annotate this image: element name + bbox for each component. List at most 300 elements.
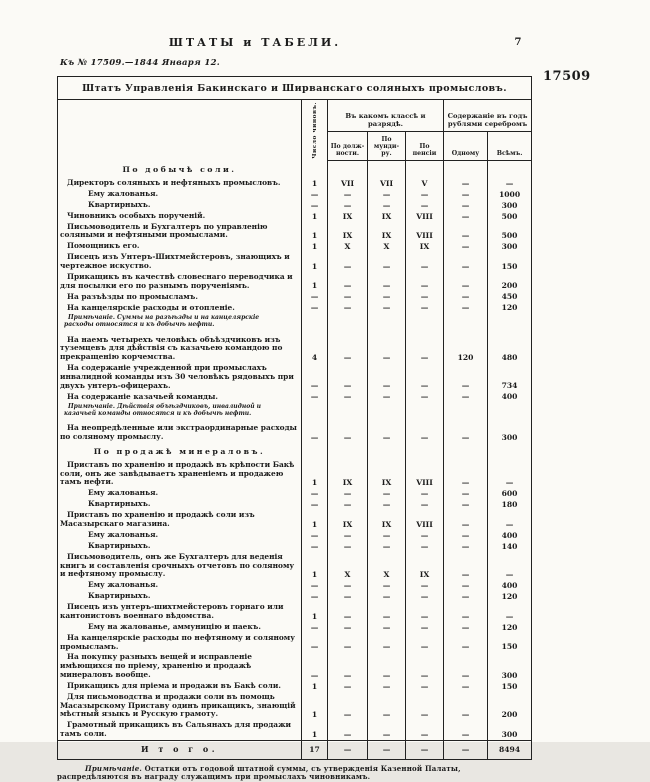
table-row-sub (58, 200, 532, 211)
table-row-item (58, 178, 532, 189)
header-by-uniform: По мунди- ру. (368, 132, 406, 161)
count-cell: 1 (302, 510, 328, 530)
total-row (58, 740, 532, 759)
salary-all-cell: 300 (488, 200, 532, 211)
salary-all-cell: 180 (488, 499, 532, 510)
class-uniform-cell: — (368, 419, 406, 443)
row-label: На разъѣзды по промысламъ. (67, 291, 198, 301)
class-pension-cell: — (406, 391, 444, 402)
table-row-sub (58, 591, 532, 602)
salary-all-cell: 120 (488, 591, 532, 602)
class-position-cell: — (328, 692, 368, 720)
salary-all-cell: 150 (488, 681, 532, 692)
class-position-cell: — (328, 580, 368, 591)
table-row-item (58, 222, 532, 242)
table-body (58, 161, 532, 741)
class-position-cell: — (328, 391, 368, 402)
header-group-row (58, 100, 532, 132)
count-cell: — (302, 652, 328, 680)
class-position-cell: — (328, 488, 368, 499)
class-position-cell: — (328, 622, 368, 633)
salary-all-cell (488, 313, 532, 330)
salary-one-cell: — (444, 460, 488, 488)
class-position-cell: — (328, 302, 368, 313)
header-count-label: Число чиновъ. (311, 102, 318, 159)
table-row-section (58, 443, 532, 460)
salary-one-cell: — (444, 692, 488, 720)
count-cell: — (302, 419, 328, 443)
header-class-group: Въ какомъ классѣ и разрядѣ. (328, 100, 444, 132)
salary-one-cell: — (444, 211, 488, 222)
count-cell: — (302, 541, 328, 552)
salary-all-cell: 400 (488, 530, 532, 541)
class-position-cell: X (328, 241, 368, 252)
count-cell: — (302, 633, 328, 653)
class-pension-cell: — (406, 580, 444, 591)
table-row-sub (58, 189, 532, 200)
count-cell: — (302, 488, 328, 499)
table-title-row (58, 77, 532, 100)
class-position-cell: — (328, 200, 368, 211)
row-label: Письмоводитель и Бухгалтеръ по управленію соляными и нефтяными промыслами. (60, 221, 268, 240)
count-cell: — (302, 391, 328, 402)
salary-one-cell: — (444, 302, 488, 313)
table-row-item (58, 692, 532, 720)
salary-one-cell: — (444, 541, 488, 552)
class-position-cell: — (328, 419, 368, 443)
count-cell: 1 (302, 460, 328, 488)
salary-one-cell: — (444, 200, 488, 211)
row-label: Грамотный прикащикъ въ Сальянахъ для продажи тамъ соли. (60, 720, 292, 739)
salary-one-cell: — (444, 652, 488, 680)
page-footnote (57, 765, 531, 782)
class-uniform-cell: X (368, 552, 406, 580)
table-row-item (58, 241, 532, 252)
row-label: Чиновникъ особыхъ порученій. (67, 210, 206, 220)
row-label: Для письмоводства и продажи соли въ помощь Масазырскому Приставу одинъ прикащикъ, знающій мѣстный языкъ и Русскую грамоту. (60, 691, 296, 719)
class-position-cell: — (328, 189, 368, 200)
table-title: Штатъ Управленія Бакинскаго и Ширванскаго соляныхъ промысловъ. (58, 77, 532, 100)
salary-all-cell: 734 (488, 363, 532, 391)
header-to-all: Всѣмъ. (488, 132, 532, 161)
salary-all-cell: — (488, 510, 532, 530)
class-uniform-cell (368, 161, 406, 178)
count-cell (302, 313, 328, 330)
salary-all-cell: 200 (488, 272, 532, 292)
salary-one-cell: — (444, 189, 488, 200)
salary-all-cell: 300 (488, 720, 532, 740)
count-cell: 1 (302, 602, 328, 622)
total-position-cell: — (328, 740, 368, 759)
class-position-cell: IX (328, 211, 368, 222)
row-label: На содержаніе учрежденной при промыслахъ инвалидной команды изъ 30 человѣкъ рядовыхъ при двухъ унтеръ-офицерахъ. (60, 362, 294, 390)
salary-one-cell: — (444, 391, 488, 402)
count-cell: 1 (302, 222, 328, 242)
table-row-item (58, 391, 532, 402)
row-label: Писецъ изъ унтеръ-шихтмейстеровъ горнаго или кантонистовъ военнаго вѣдомства. (60, 602, 284, 621)
salary-one-cell (444, 161, 488, 178)
class-pension-cell: — (406, 272, 444, 292)
class-pension-cell: — (406, 200, 444, 211)
salary-one-cell: — (444, 552, 488, 580)
class-pension-cell: VIII (406, 222, 444, 242)
class-pension-cell: — (406, 189, 444, 200)
class-uniform-cell: — (368, 499, 406, 510)
header-positions-blank (58, 100, 302, 161)
class-pension-cell: VIII (406, 510, 444, 530)
section-header: По добычѣ соли. (122, 164, 237, 174)
class-uniform-cell: — (368, 363, 406, 391)
table-row-note (58, 313, 532, 330)
salary-all-cell: — (488, 552, 532, 580)
table-row-item (58, 720, 532, 740)
class-uniform-cell: — (368, 580, 406, 591)
table-row-item (58, 552, 532, 580)
salary-one-cell: — (444, 252, 488, 272)
salary-one-cell: — (444, 510, 488, 530)
class-position-cell: IX (328, 460, 368, 488)
class-uniform-cell (368, 402, 406, 419)
salary-one-cell: 120 (444, 331, 488, 363)
class-uniform-cell: — (368, 622, 406, 633)
staff-table (57, 76, 532, 760)
count-cell (302, 161, 328, 178)
total-all-cell: 8494 (488, 740, 532, 759)
class-uniform-cell: — (368, 591, 406, 602)
salary-all-cell: 200 (488, 692, 532, 720)
class-position-cell: — (328, 363, 368, 391)
table-row-sub (58, 541, 532, 552)
salary-one-cell: — (444, 291, 488, 302)
count-cell: — (302, 291, 328, 302)
class-uniform-cell: — (368, 189, 406, 200)
class-position-cell: — (328, 541, 368, 552)
class-pension-cell (406, 313, 444, 330)
table-row-sub (58, 530, 532, 541)
salary-all-cell: — (488, 602, 532, 622)
class-uniform-cell: — (368, 200, 406, 211)
class-uniform-cell: — (368, 302, 406, 313)
class-uniform-cell: IX (368, 222, 406, 242)
count-cell: 1 (302, 692, 328, 720)
page-number: 7 (514, 37, 522, 48)
salary-all-cell: 300 (488, 241, 532, 252)
class-pension-cell: — (406, 602, 444, 622)
class-pension-cell: VIII (406, 460, 444, 488)
count-cell: — (302, 580, 328, 591)
class-uniform-cell: — (368, 391, 406, 402)
table-row-note (58, 402, 532, 419)
salary-one-cell: — (444, 580, 488, 591)
salary-all-cell (488, 402, 532, 419)
class-uniform-cell: — (368, 681, 406, 692)
count-cell: — (302, 200, 328, 211)
table-row-sub (58, 580, 532, 591)
class-position-cell: VII (328, 178, 368, 189)
count-cell: 1 (302, 552, 328, 580)
class-pension-cell: — (406, 363, 444, 391)
class-pension-cell: — (406, 622, 444, 633)
class-pension-cell: — (406, 720, 444, 740)
class-position-cell: — (328, 291, 368, 302)
class-pension-cell (406, 443, 444, 460)
salary-all-cell: 500 (488, 222, 532, 242)
class-position-cell: — (328, 272, 368, 292)
row-label: На канцелярскіе расходы и отопленіе. (67, 302, 235, 312)
row-label: На неопредѣленные или экстраординарные расходы по соляному промыслу. (60, 423, 297, 442)
header-by-position: По долж- ности. (328, 132, 368, 161)
salary-one-cell: — (444, 363, 488, 391)
header-to-one: Одному (444, 132, 488, 161)
class-pension-cell: — (406, 652, 444, 680)
salary-one-cell: — (444, 591, 488, 602)
count-cell: — (302, 363, 328, 391)
class-position-cell (328, 161, 368, 178)
table-row-item (58, 252, 532, 272)
count-cell: 1 (302, 178, 328, 189)
class-pension-cell: — (406, 692, 444, 720)
class-position-cell (328, 443, 368, 460)
section-header: По продажѣ минераловъ. (93, 447, 266, 457)
salary-one-cell: — (444, 488, 488, 499)
salary-all-cell: 450 (488, 291, 532, 302)
class-position-cell: IX (328, 510, 368, 530)
class-position-cell (328, 402, 368, 419)
row-label: Квартирныхъ. (88, 591, 151, 601)
count-cell (302, 443, 328, 460)
salary-all-cell: 400 (488, 580, 532, 591)
class-uniform-cell: — (368, 530, 406, 541)
class-uniform-cell: IX (368, 510, 406, 530)
table-row-item (58, 460, 532, 488)
class-position-cell: — (328, 530, 368, 541)
total-one-cell: — (444, 740, 488, 759)
class-pension-cell: — (406, 681, 444, 692)
class-pension-cell: IX (406, 241, 444, 252)
table-row-item (58, 272, 532, 292)
staff-table-container (57, 76, 531, 782)
row-label: Приставъ по храненію и продажѣ въ крѣпости Бакѣ соли, онъ же завѣдываетъ храненіемъ и продажею тамъ нефти. (60, 459, 295, 487)
class-position-cell (328, 313, 368, 330)
row-label: Директоръ соляныхъ и нефтяныхъ промысловъ. (67, 177, 281, 187)
header-count (302, 100, 328, 161)
class-uniform-cell: IX (368, 211, 406, 222)
salary-all-cell: 300 (488, 419, 532, 443)
row-label: Прикащикъ для пріема и продажи въ Бакѣ соли. (67, 681, 281, 691)
class-uniform-cell: — (368, 252, 406, 272)
class-uniform-cell: — (368, 633, 406, 653)
header-by-pension: По пенсіи (406, 132, 444, 161)
salary-all-cell: 1000 (488, 189, 532, 200)
running-head-title: ШТАТЫ и ТАБЕЛИ. (168, 36, 342, 49)
row-label: На канцелярскіе расходы по нефтяному и соляному промысламъ. (60, 632, 295, 651)
table-note: Примѣчаніе. Суммы на разъѣзды и на канцелярскіе расходы относятся и къ добычѣ нефти. (64, 314, 260, 328)
row-label: На покупку разныхъ вещей и исправленіе имѣющихся по пріему, храненію и продажѣ минераловъ вообще. (60, 652, 252, 680)
salary-all-cell: 480 (488, 331, 532, 363)
class-position-cell: X (328, 552, 368, 580)
table-row-section (58, 161, 532, 178)
salary-one-cell: — (444, 241, 488, 252)
class-position-cell: — (328, 652, 368, 680)
salary-one-cell: — (444, 499, 488, 510)
class-pension-cell: — (406, 541, 444, 552)
class-uniform-cell (368, 443, 406, 460)
salary-all-cell: — (488, 178, 532, 189)
row-label: Ему жалованья. (88, 530, 159, 540)
class-position-cell: — (328, 499, 368, 510)
salary-all-cell: 120 (488, 302, 532, 313)
salary-one-cell: — (444, 530, 488, 541)
class-pension-cell (406, 161, 444, 178)
salary-one-cell: — (444, 272, 488, 292)
row-label: Квартирныхъ. (88, 499, 151, 509)
salary-all-cell: 150 (488, 633, 532, 653)
count-cell: — (302, 499, 328, 510)
class-pension-cell: — (406, 419, 444, 443)
table-row-sub (58, 488, 532, 499)
count-cell: 1 (302, 252, 328, 272)
table-note: Примѣчаніе. Дѣйствія объѣздчиковъ, инвалидной и казачьей команды относятся и къ добычѣ нефти. (64, 403, 262, 417)
row-label: Прикащикъ въ качествѣ словеснаго переводчика и для посылки его по разнымъ порученіямъ. (60, 271, 293, 290)
count-cell: 1 (302, 211, 328, 222)
class-position-cell: — (328, 252, 368, 272)
class-pension-cell: — (406, 499, 444, 510)
salary-all-cell (488, 161, 532, 178)
class-pension-cell: — (406, 252, 444, 272)
table-row-item (58, 602, 532, 622)
salary-all-cell: 600 (488, 488, 532, 499)
class-uniform-cell: — (368, 272, 406, 292)
row-label: Ему жалованья. (88, 580, 159, 590)
salary-all-cell (488, 443, 532, 460)
count-cell: — (302, 622, 328, 633)
class-position-cell: — (328, 331, 368, 363)
class-uniform-cell: — (368, 692, 406, 720)
table-row-sub (58, 622, 532, 633)
count-cell: — (302, 591, 328, 602)
table-row-item (58, 652, 532, 680)
class-pension-cell: — (406, 302, 444, 313)
class-pension-cell: — (406, 530, 444, 541)
class-uniform-cell: — (368, 541, 406, 552)
class-uniform-cell (368, 313, 406, 330)
table-row-item (58, 363, 532, 391)
document-reference: Къ № 17509.—1844 Января 12. (60, 58, 221, 68)
table-row-item (58, 681, 532, 692)
row-label: Квартирныхъ. (88, 199, 151, 209)
class-pension-cell: — (406, 331, 444, 363)
count-cell: 1 (302, 720, 328, 740)
class-position-cell: — (328, 633, 368, 653)
class-uniform-cell: X (368, 241, 406, 252)
salary-one-cell (444, 443, 488, 460)
class-pension-cell: — (406, 488, 444, 499)
salary-all-cell: 400 (488, 391, 532, 402)
class-uniform-cell: — (368, 720, 406, 740)
row-label: Ему жалованья. (88, 488, 159, 498)
row-label: Письмоводитель, онъ же Бухгалтеръ для веденія книгъ и составленія срочныхъ отчетовъ по соляному и нефтяному промыслу. (60, 551, 295, 579)
footnote-text: Остатки отъ годовой штатной суммы, съ утвержденія Казенной Палаты, распредѣляются въ награду служащимъ при промыслахъ чиновникамъ. (57, 763, 461, 782)
class-uniform-cell: VII (368, 178, 406, 189)
salary-all-cell: 300 (488, 652, 532, 680)
table-row-sub (58, 499, 532, 510)
table-row-item (58, 302, 532, 313)
class-uniform-cell: IX (368, 460, 406, 488)
salary-one-cell: — (444, 681, 488, 692)
header-salary-group: Содержаніе въ годъ рублями серебромъ (444, 100, 532, 132)
salary-all-cell: 500 (488, 211, 532, 222)
row-label: Ему жалованья. (88, 188, 159, 198)
count-cell: 1 (302, 681, 328, 692)
class-pension-cell: — (406, 591, 444, 602)
salary-all-cell: 140 (488, 541, 532, 552)
count-cell: — (302, 189, 328, 200)
table-row-item (58, 291, 532, 302)
row-label: Писецъ изъ Унтеръ-Шихтмейстеровъ, знающихъ и чертежное искуство. (60, 252, 290, 270)
class-position-cell: — (328, 720, 368, 740)
row-label: Приставъ по храненію и продажѣ соли изъ Масазырскаго магазина. (60, 510, 255, 529)
total-label: И т о г о. (58, 740, 302, 759)
class-position-cell: — (328, 591, 368, 602)
class-uniform-cell: — (368, 331, 406, 363)
class-pension-cell: IX (406, 552, 444, 580)
class-uniform-cell: — (368, 291, 406, 302)
salary-one-cell (444, 313, 488, 330)
salary-one-cell: — (444, 720, 488, 740)
table-row-item (58, 419, 532, 443)
row-label: На содержаніе казачьей команды. (67, 391, 218, 401)
total-count-cell: 17 (302, 740, 328, 759)
count-cell (302, 402, 328, 419)
table-row-item (58, 510, 532, 530)
total-pension-cell: — (406, 740, 444, 759)
row-label: Помощникъ его. (67, 241, 140, 251)
row-label: Квартирныхъ. (88, 541, 151, 551)
count-cell: 1 (302, 272, 328, 292)
footnote-label: Примѣчаніе. (85, 763, 142, 773)
table-row-item (58, 633, 532, 653)
salary-one-cell: — (444, 419, 488, 443)
class-uniform-cell: — (368, 602, 406, 622)
salary-one-cell: — (444, 602, 488, 622)
class-uniform-cell: — (368, 488, 406, 499)
class-pension-cell: V (406, 178, 444, 189)
count-cell: — (302, 302, 328, 313)
class-position-cell: — (328, 602, 368, 622)
salary-all-cell: 120 (488, 622, 532, 633)
row-label: Ему на жалованье, аммуницію и паекъ. (88, 622, 261, 632)
class-pension-cell: — (406, 291, 444, 302)
salary-all-cell: — (488, 460, 532, 488)
table-row-item (58, 331, 532, 363)
class-pension-cell: VIII (406, 211, 444, 222)
salary-one-cell: — (444, 622, 488, 633)
salary-all-cell: 150 (488, 252, 532, 272)
count-cell: — (302, 530, 328, 541)
salary-one-cell (444, 402, 488, 419)
margin-stamp-number: 17509 (543, 69, 591, 84)
salary-one-cell: — (444, 222, 488, 242)
class-pension-cell (406, 402, 444, 419)
class-position-cell: IX (328, 222, 368, 242)
class-pension-cell: — (406, 633, 444, 653)
class-uniform-cell: — (368, 652, 406, 680)
table-row-item (58, 211, 532, 222)
class-position-cell: — (328, 681, 368, 692)
count-cell: 1 (302, 241, 328, 252)
count-cell: 4 (302, 331, 328, 363)
salary-one-cell: — (444, 633, 488, 653)
